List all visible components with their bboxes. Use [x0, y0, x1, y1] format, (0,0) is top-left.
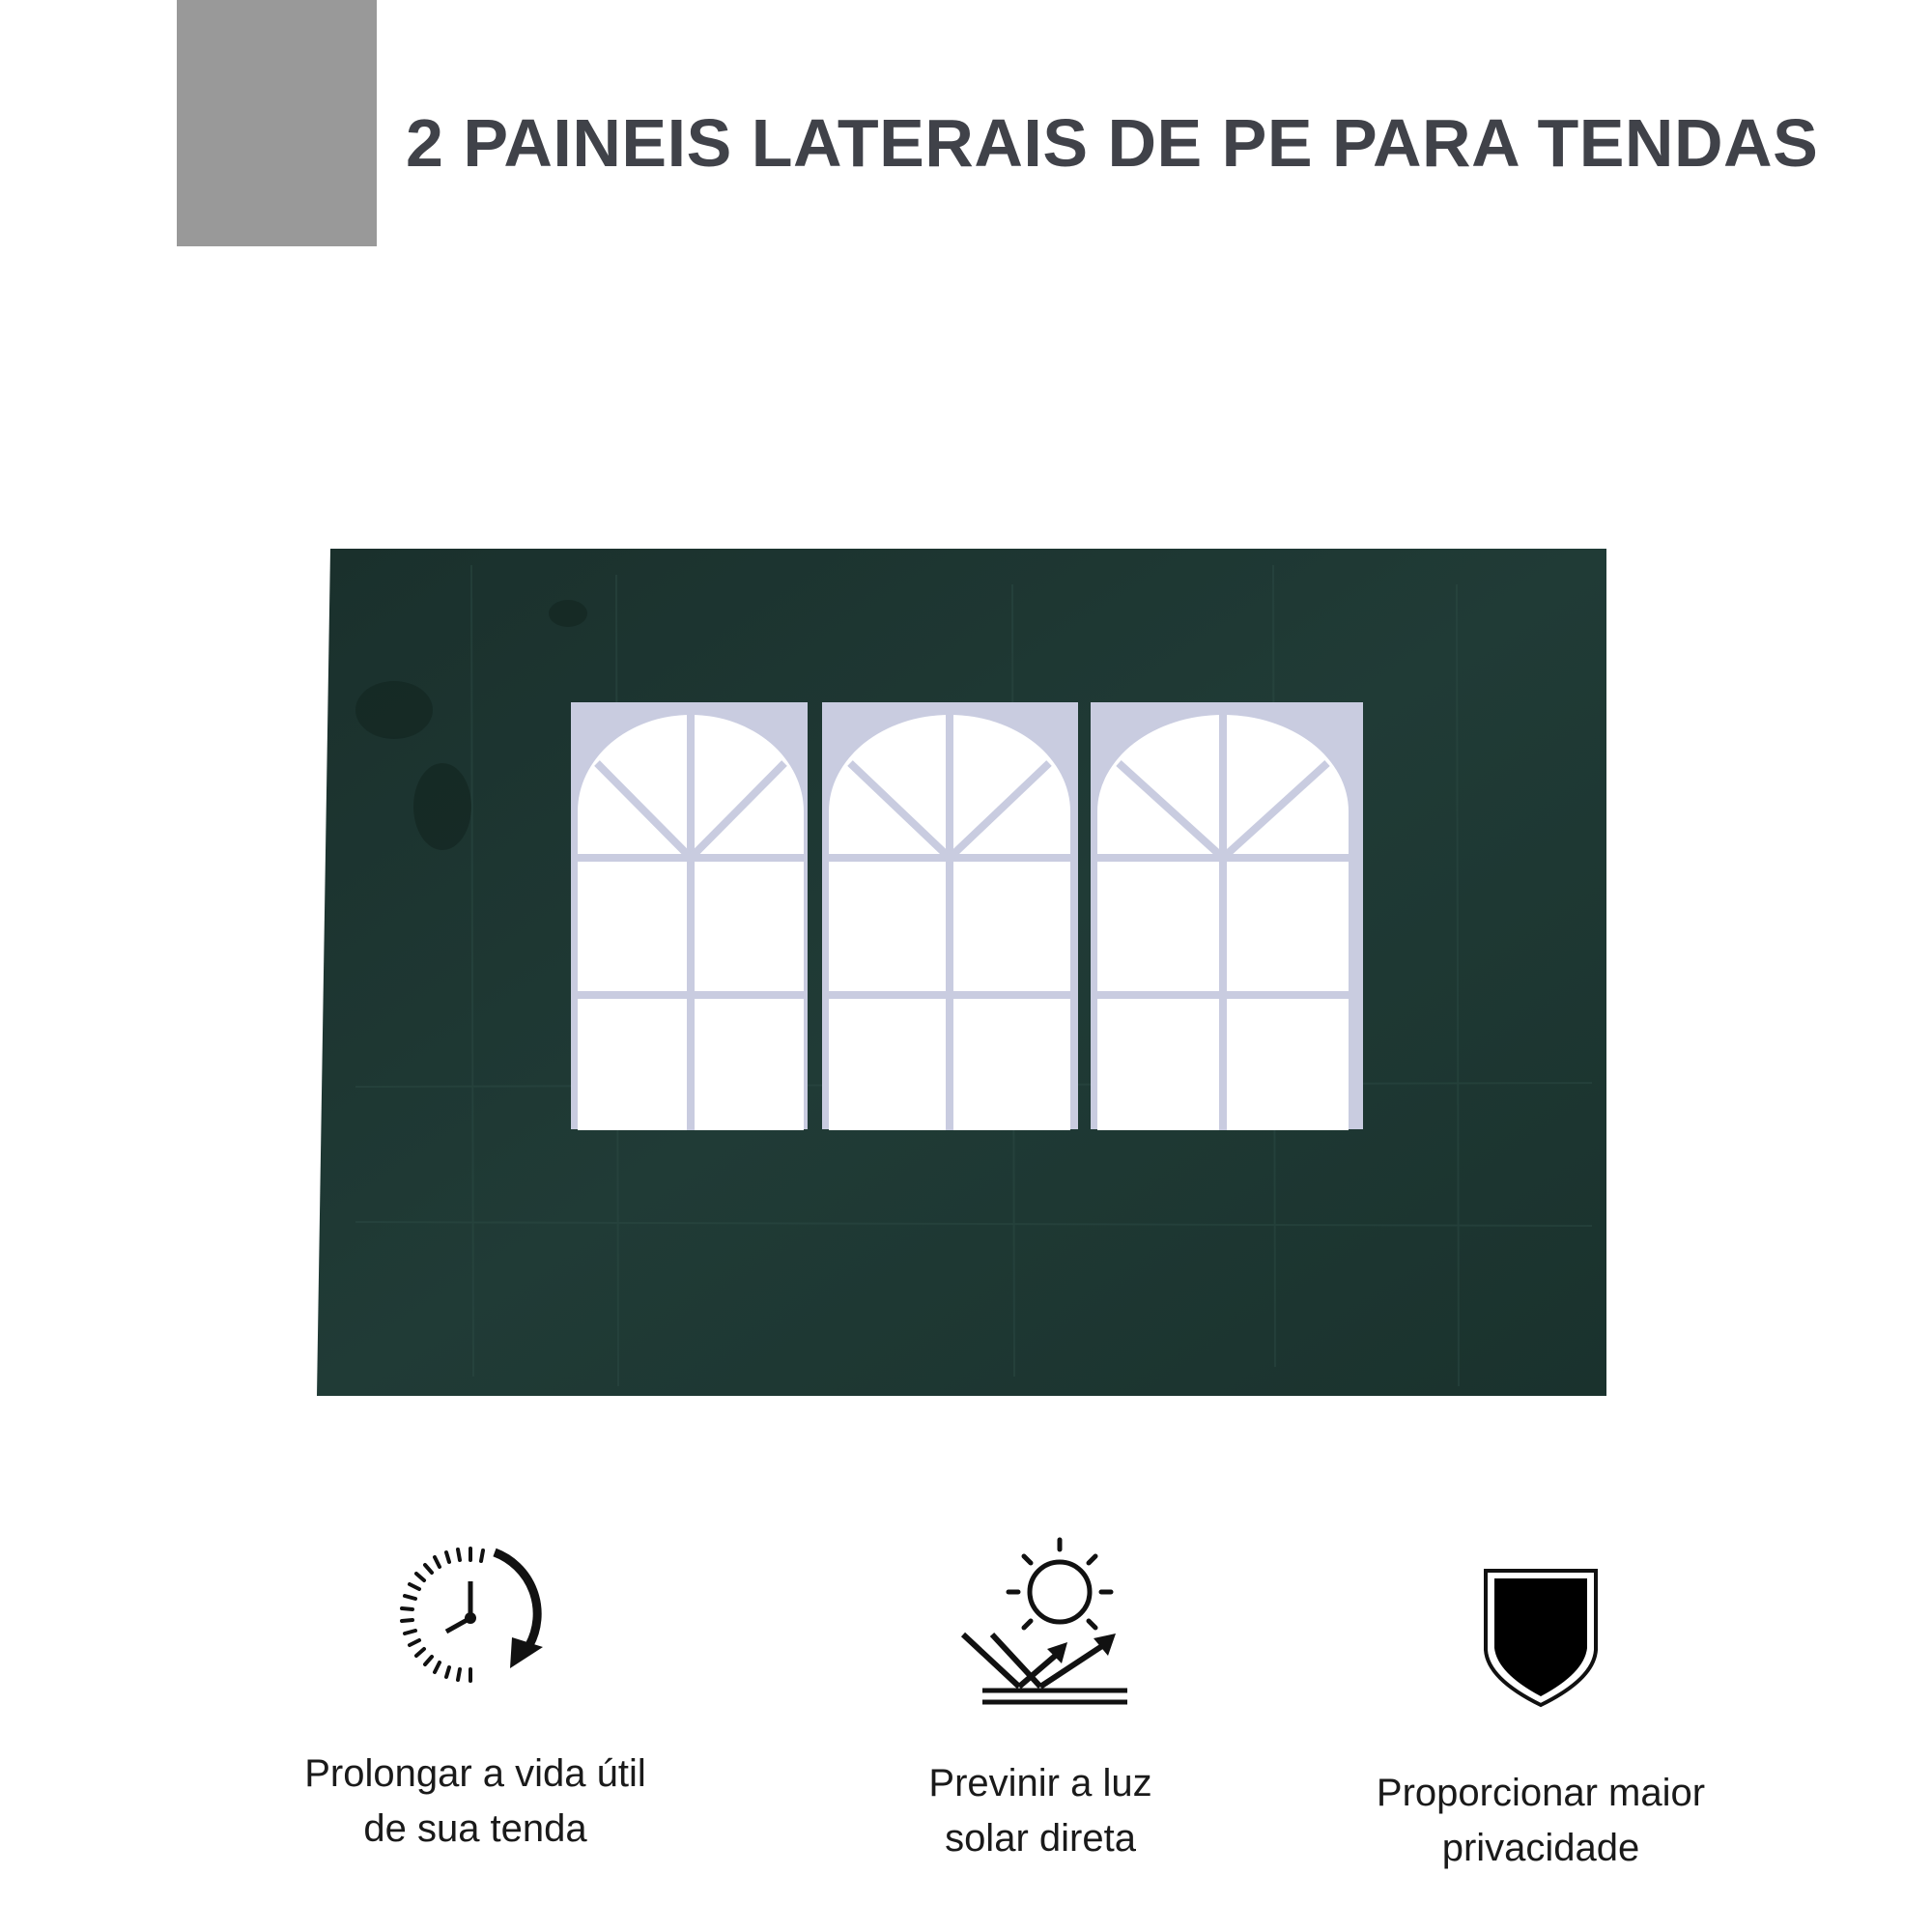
feature-privacy-line1: Proporcionar maior: [1376, 1772, 1706, 1814]
clock-arrow-icon: [388, 1541, 562, 1700]
window-3: [1097, 715, 1349, 1130]
feature-privacy: [1290, 1565, 1792, 1876]
feature-privacy-line2: privacidade: [1441, 1827, 1640, 1869]
feature-durability-line2: de sua tenda: [363, 1807, 587, 1850]
shield-icon: [1478, 1565, 1604, 1710]
window-2: [829, 715, 1070, 1130]
feature-durability-line1: Prolongar a vida útil: [304, 1752, 646, 1795]
window-1: [578, 715, 804, 1130]
feature-sun-protection: [789, 1536, 1292, 1866]
side-panel-image: [317, 546, 1608, 1396]
sun-reflect-icon: [929, 1536, 1151, 1719]
decorative-gray-block: [177, 0, 377, 246]
feature-sun-protection-line2: solar direta: [945, 1817, 1136, 1860]
page-title: 2 PAINEIS LATERAIS DE PE PARA TENDAS: [406, 105, 1819, 181]
feature-durability: [224, 1541, 726, 1857]
feature-sun-protection-line1: Previnir a luz: [928, 1762, 1152, 1804]
